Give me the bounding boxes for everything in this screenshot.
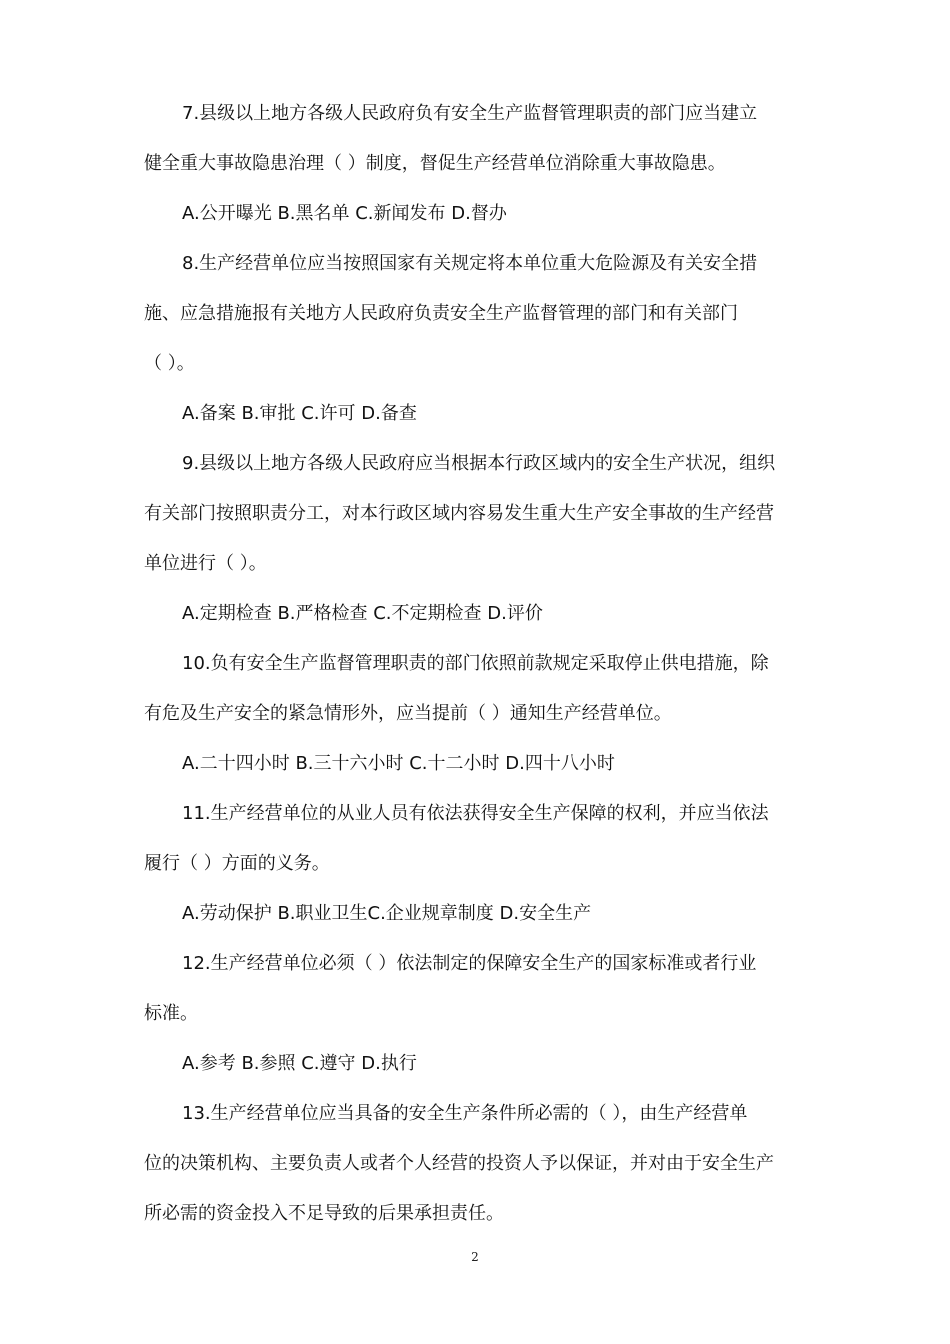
question-13-line-3: 所必需的资金投入不足导致的后果承担责任。: [144, 1203, 504, 1224]
question-7-line-2: 健全重大事故隐患治理（ ）制度，督促生产经营单位消除重大事故隐患。: [144, 153, 726, 174]
question-13-line-1: 13.生产经营单位应当具备的安全生产条件所必需的（ ），由生产经营单: [182, 1103, 748, 1124]
page-number: 2: [471, 1250, 479, 1264]
question-11-line-1: 11.生产经营单位的从业人员有依法获得安全生产保障的权利，并应当依法: [182, 803, 769, 824]
question-12-line-2: 标准。: [144, 1003, 198, 1024]
question-8-line-3: （ ）。: [144, 353, 195, 374]
question-8-line-2: 施、应急措施报有关地方人民政府负责安全生产监督管理的部门和有关部门: [144, 303, 738, 324]
question-8-options: A.备案 B.审批 C.许可 D.备查: [182, 403, 417, 424]
question-10-line-1: 10.负有安全生产监督管理职责的部门依照前款规定采取停止供电措施，除: [182, 653, 769, 674]
question-11-line-2: 履行（ ）方面的义务。: [144, 853, 330, 874]
question-12-options: A.参考 B.参照 C.遵守 D.执行: [182, 1053, 417, 1074]
question-12-line-1: 12.生产经营单位必须（ ）依法制定的保障安全生产的国家标准或者行业: [182, 953, 757, 974]
question-10-line-2: 有危及生产安全的紧急情形外，应当提前（ ）通知生产经营单位。: [144, 703, 672, 724]
question-9-options: A.定期检查 B.严格检查 C.不定期检查 D.评价: [182, 603, 543, 624]
question-7-line-1: 7.县级以上地方各级人民政府负有安全生产监督管理职责的部门应当建立: [182, 103, 758, 124]
question-9-line-3: 单位进行（ ）。: [144, 553, 267, 574]
question-9-line-1: 9.县级以上地方各级人民政府应当根据本行政区域内的安全生产状况，组织: [182, 453, 776, 474]
question-7-options: A.公开曝光 B.黑名单 C.新闻发布 D.督办: [182, 203, 507, 224]
question-11-options: A.劳动保护 B.职业卫生C.企业规章制度 D.安全生产: [182, 903, 592, 924]
question-9-line-2: 有关部门按照职责分工，对本行政区域内容易发生重大生产安全事故的生产经营: [144, 503, 774, 524]
question-10-options: A.二十四小时 B.三十六小时 C.十二小时 D.四十八小时: [182, 753, 615, 774]
question-8-line-1: 8.生产经营单位应当按照国家有关规定将本单位重大危险源及有关安全措: [182, 253, 758, 274]
question-13-line-2: 位的决策机构、主要负责人或者个人经营的投资人予以保证，并对由于安全生产: [144, 1153, 774, 1174]
